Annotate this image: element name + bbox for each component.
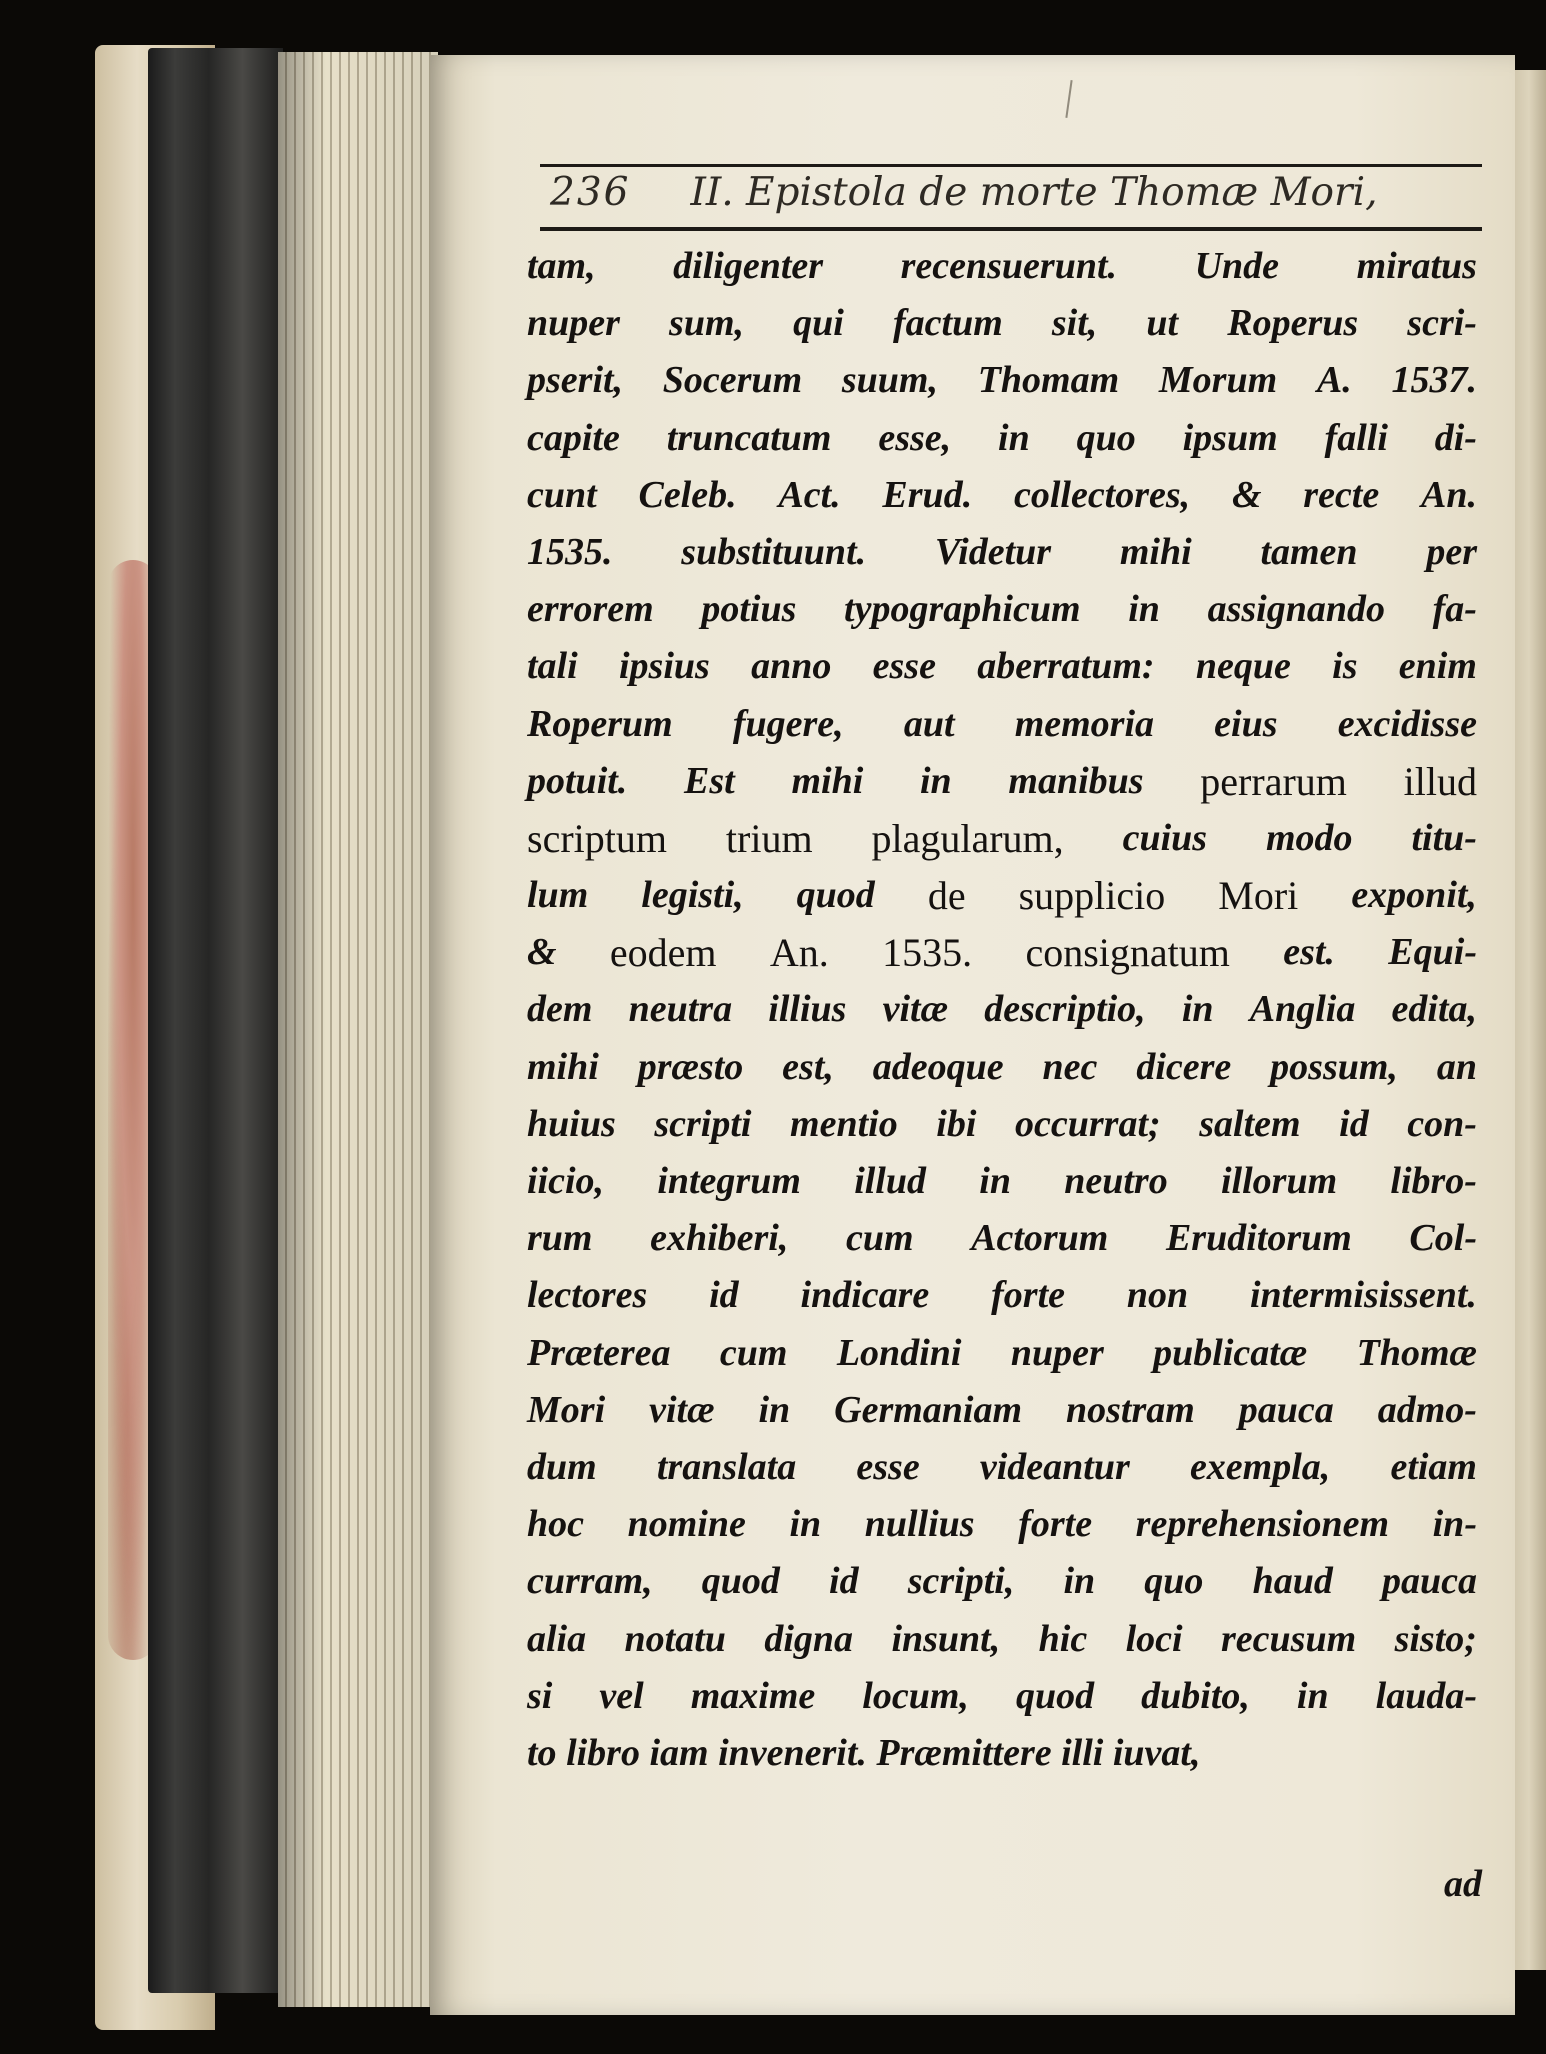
text-line: tali ipsius anno esse aberratum: neque is enim bbox=[527, 645, 1477, 688]
text-line: iicio, integrum illud in neutro illorum libro- bbox=[527, 1160, 1477, 1202]
facing-page-edge bbox=[1512, 70, 1546, 1970]
running-head bbox=[550, 170, 1378, 226]
text-line: to libro iam invenerit. Præmittere illi iuvat, bbox=[527, 1731, 1201, 1774]
running-title: II. Epistola de morte Thomæ Mori, bbox=[690, 170, 1378, 215]
header-rule-bottom bbox=[540, 227, 1482, 231]
text-line: curram, quod id scripti, in quo haud pauca bbox=[527, 1560, 1477, 1603]
text-block-edge bbox=[148, 48, 283, 1993]
text-line: alia notatu digna insunt, hic loci recusum sisto; bbox=[527, 1617, 1477, 1660]
text-line: scriptum trium plagularum, cuius modo titu- bbox=[527, 815, 1477, 861]
text-line: errorem potius typographicum in assignando fa- bbox=[527, 588, 1477, 631]
text-line: Roperum fugere, aut memoria eius excidisse bbox=[527, 702, 1477, 745]
header-rule-top bbox=[540, 164, 1482, 167]
page-number: 236 bbox=[550, 170, 631, 215]
text-line: Mori vitæ in Germaniam nostram pauca admo- bbox=[527, 1388, 1477, 1431]
text-line: mihi præsto est, adeoque nec dicere possum, an bbox=[527, 1045, 1477, 1088]
text-line: lectores id indicare forte non intermisissent. bbox=[527, 1274, 1477, 1317]
text-line: dum translata esse videantur exempla, etiam bbox=[527, 1445, 1477, 1488]
text-line: cunt Celeb. Act. Erud. collectores, & recte An. bbox=[527, 473, 1477, 516]
text-line: potuit. Est mihi in manibus perrarum illud bbox=[527, 758, 1477, 804]
text-line: lum legisti, quod de supplicio Mori exponit, bbox=[527, 873, 1477, 919]
text-line: capite truncatum esse, in quo ipsum falli di- bbox=[527, 416, 1477, 459]
text-line: nuper sum, qui factum sit, ut Roperus scri- bbox=[527, 302, 1477, 345]
text-line: dem neutra illius vitæ descriptio, in Anglia edita, bbox=[527, 988, 1477, 1031]
page-edge-shadow bbox=[278, 52, 438, 2007]
body-text bbox=[527, 238, 1477, 1782]
text-line: pserit, Socerum suum, Thomam Morum A. 1537. bbox=[527, 359, 1477, 402]
text-line: & eodem An. 1535. consignatum est. Equi- bbox=[527, 930, 1477, 976]
text-line: si vel maxime locum, quod dubito, in lauda- bbox=[527, 1674, 1477, 1717]
text-line: 1535. substituunt. Videtur mihi tamen per bbox=[527, 530, 1477, 573]
text-line: tam, diligenter recensuerunt. Unde miratus bbox=[527, 245, 1477, 287]
text-line: Præterea cum Londini nuper publicatæ Thomæ bbox=[527, 1331, 1477, 1374]
text-line: rum exhiberi, cum Actorum Eruditorum Col- bbox=[527, 1217, 1477, 1260]
text-line: huius scripti mentio ibi occurrat; saltem id con- bbox=[527, 1102, 1477, 1145]
catchword: ad bbox=[1444, 1863, 1482, 1905]
text-line: hoc nomine in nullius forte reprehensionem in- bbox=[527, 1503, 1477, 1546]
